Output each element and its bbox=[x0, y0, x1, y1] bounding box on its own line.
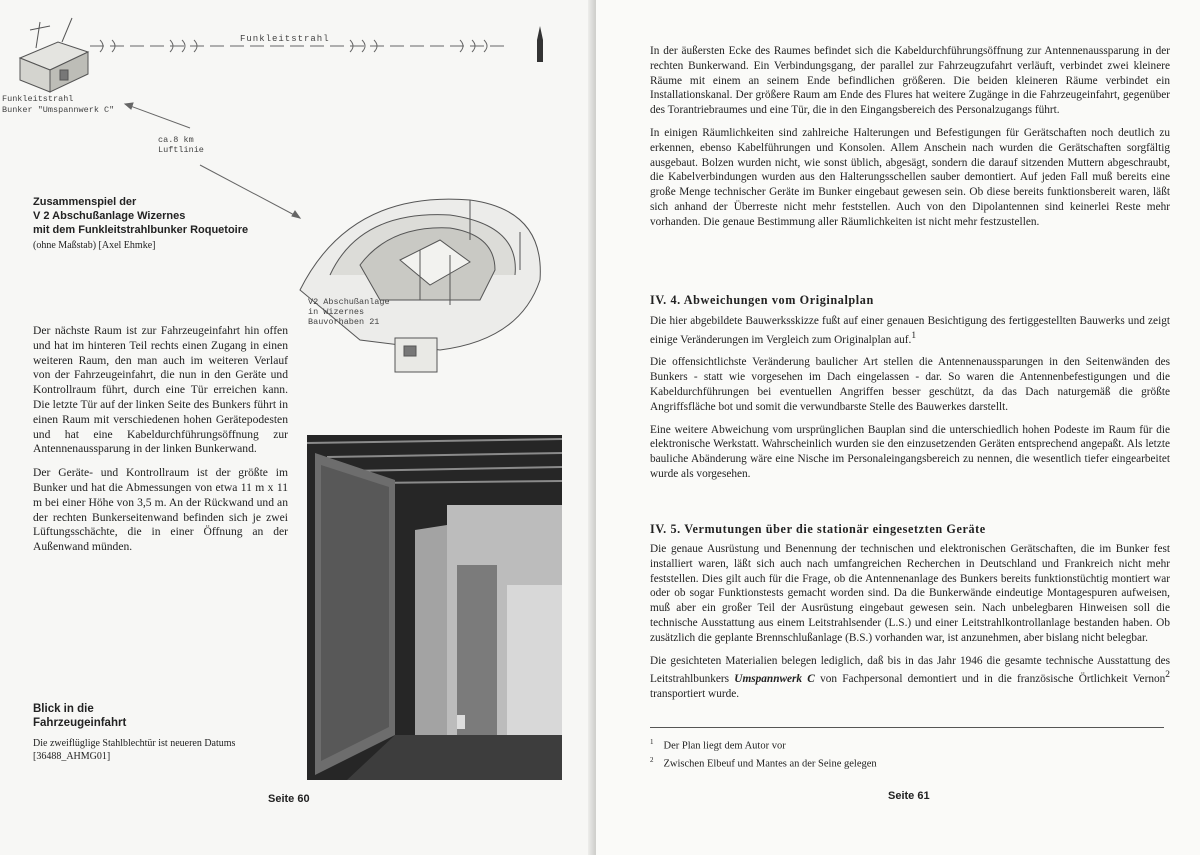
v2-site-label: V2 Abschußanlage in Wizernes Bauvorhaben 21 bbox=[308, 297, 390, 327]
photo-caption-text: Die zweiflüglige Stahlblechtür ist neueren Datums [36488_AHMG01] bbox=[33, 738, 236, 762]
section-heading-5: IV. 5. Vermutungen über die stationär eingesetzten Geräte bbox=[650, 522, 986, 536]
right-page bbox=[596, 0, 1200, 855]
left-page bbox=[0, 0, 596, 855]
footnote: $^2$ Zwischen Elbeuf und Mantes an der Seine gelegen bbox=[650, 756, 877, 770]
footnote: $^1$ Der Plan liegt dem Autor vor bbox=[650, 738, 786, 752]
photo-drawing bbox=[307, 435, 562, 780]
section-heading-4: IV. 4. Abweichungen vom Originalplan bbox=[650, 293, 874, 307]
paragraph: Der Geräte- und Kontrollraum ist der größte im Bunker und hat die Abmessungen von etwa 11 m x 11 m bei einer Höhe von 3,5 m. An der Rückwand und an der rechten Bunkerseitenwand befinden sich je zwei Lüftungsschächte, die in einer Öffnung an der Außenwand münden. bbox=[33, 466, 288, 554]
photo-caption-title: Blick in die Fahrzeugeinfahrt bbox=[33, 703, 127, 729]
footnote-divider bbox=[650, 727, 1164, 728]
bunker-label: Funkleitstrahl Bunker "Umspannwerk C" bbox=[2, 94, 115, 115]
bunker-sketch bbox=[20, 18, 88, 92]
diagram-caption-title: Zusammenspiel der V 2 Abschußanlage Wizernes mit dem Funkleitstrahlbunker Roquetoire bbox=[33, 196, 249, 236]
left-column-text bbox=[33, 324, 288, 564]
intro-text bbox=[650, 44, 1170, 238]
paragraph: Die hier abgebildete Bauwerksskizze fußt auf einer genauen Besichtigung des fertiggestellten Bauwerks und zeigt einige Veränderungen im Vergleich zum Originalplan auf.$^1$ bbox=[650, 315, 1170, 346]
distance-label: ca.8 km Luftlinie bbox=[158, 135, 204, 155]
section-4-text bbox=[650, 314, 1170, 490]
paragraph: Der nächste Raum ist zur Fahrzeugeinfahrt hin offen und hat im hinteren Teil rechts einen Zugang in einen weiteren Raum, den man auch im weiteren Verlauf von der Fahrzeugeinfahrt, die nun in den Geräte und Kontrollraum führt, durch eine Tür erreichen kann. Die letzte Tür auf der linken Seite des Bunkers führt in einen Raum mit verschiedenen hohen Gerätepodesten und hat eine Kabeldurchführungsöffnung zur Antennenaussparung in der linken Bunkerwand. bbox=[33, 324, 288, 456]
paragraph: Eine weitere Abweichung vom ursprünglichen Bauplan sind die unterschiedlich hohen Podeste im Raum für die elektronische Werkstatt. Wahrscheinlich wurden sie den einzusetzenden Geräten entsprechend angepaßt. Als letzte bauliche Abänderung wäre eine Nische im Personaleingangsbereich zu nennen, die wesentlich tiefer eingearbeitet wurde als vorgesehen. bbox=[650, 423, 1170, 480]
section-5-text bbox=[650, 542, 1170, 710]
paragraph: Die offensichtlichste Veränderung baulicher Art stellen die Antennenaussparungen in den Seitenwänden des Bunkers - statt wie vorgesehen im Dach eingelassen - dar. So waren die Antennenbefestigungen und die Kabeldurchführungen bei eventuellen Angriffen besser geschützt, da das Dach naturgemäß die größte Angriffsfläche bot und somit die verwundbarste Stelle des Bauwerkes darstellt. bbox=[650, 356, 1170, 413]
page-number-right: Seite 61 bbox=[888, 790, 930, 802]
paragraph: Die gesichteten Materialien belegen lediglich, daß bis in das Jahr 1946 die gesamte technische Ausstattung des Leitstrahlbunkers Umspannwerk C von Fachpersonal demontiert und in die französische Örtlichkeit Vernon$^2$ transportiert wurde. bbox=[650, 654, 1170, 700]
paragraph: In der äußersten Ecke des Raumes befindet sich die Kabeldurchführungsöffnung zur Antennenaussparung in der rechten Bunkerwand. Ein Verbindungsgang, der parallel zur Fahrzeugzufahrt verläuft, verbindet zwei kleinere Räume mit einem an seinem Ende befindlichen größeren. Die beiden kleineren Räume verbindet ein Installationskanal. Der größere Raum am Ende des Flures hat weitere Zugänge in die Fahrzeugeinfahrt, gegenüber des Torantriebraumes und eine Tür, die in den Eingangsbereich des Personalzugangs führt. bbox=[650, 45, 1170, 117]
paragraph: Die genaue Ausrüstung und Benennung der technischen und elektronischen Gerätschaften, die im Bunker fest installiert waren, läßt sich auch nach umfangreichen Recherchen in Deutschland und Frankreich nicht mehr feststellen. Dies gilt auch für die Frage, ob die Antennenanlage des Bunkers bereits funktionstüchtig montiert war oder ob sogar Funktionstests gemacht worden sind. Da die Bunkerwände eindeutige Montagespuren aufweisen, muß aber ein großer Teil der Ausrüstung eingebaut gewesen sein. Nach unbelegbaren Hinweisen soll die technische Ausstattung aus einem Leitstrahlsender (L.S.) und einer Leitstrahlkontrollanlage bestanden haben. Ob zusätzlich die geplante Brennschlußanlage (B.S.) vorhanden war, ist anzunehmen, aber bislang nicht belegbar. bbox=[650, 543, 1170, 644]
rocket-icon bbox=[537, 26, 543, 62]
paragraph: In einigen Räumlichkeiten sind zahlreiche Halterungen und Befestigungen für Gerätschaften noch deutlich zu erkennen, ebenso Kabelführungen und Konsolen. Allem Anschein nach wurden die Gerätschaften sorgfältig ausgebaut. Bolzen wurden nicht, wie sonst üblich, abgesägt, sondern die darauf sitzenden Muttern abgeschraubt, die Kabelverbindungen wurden aus den Halterungsschellen sauber demontiert. Auf jeden Fall muß bereits eine große Menge technischer Geräte im Bunker eingebaut gewesen sein. Ob diese bereits funktionsbereit waren, läßt sich anhand der Überreste nicht mehr feststellen. Auch von den Dipolantennen sind keinerlei Reste mehr vorhanden. Die genaue Bestimmung aller Räumlichkeiten ist nicht mehr festzustellen. bbox=[650, 126, 1170, 228]
vehicle-entrance-photo bbox=[307, 435, 562, 780]
beam-label: Funkleitstrahl bbox=[240, 34, 330, 44]
diagram-caption-note: (ohne Maßstab) [Axel Ehmke] bbox=[33, 240, 156, 251]
v2-site-sketch bbox=[300, 199, 540, 372]
page-number-left: Seite 60 bbox=[268, 793, 310, 805]
